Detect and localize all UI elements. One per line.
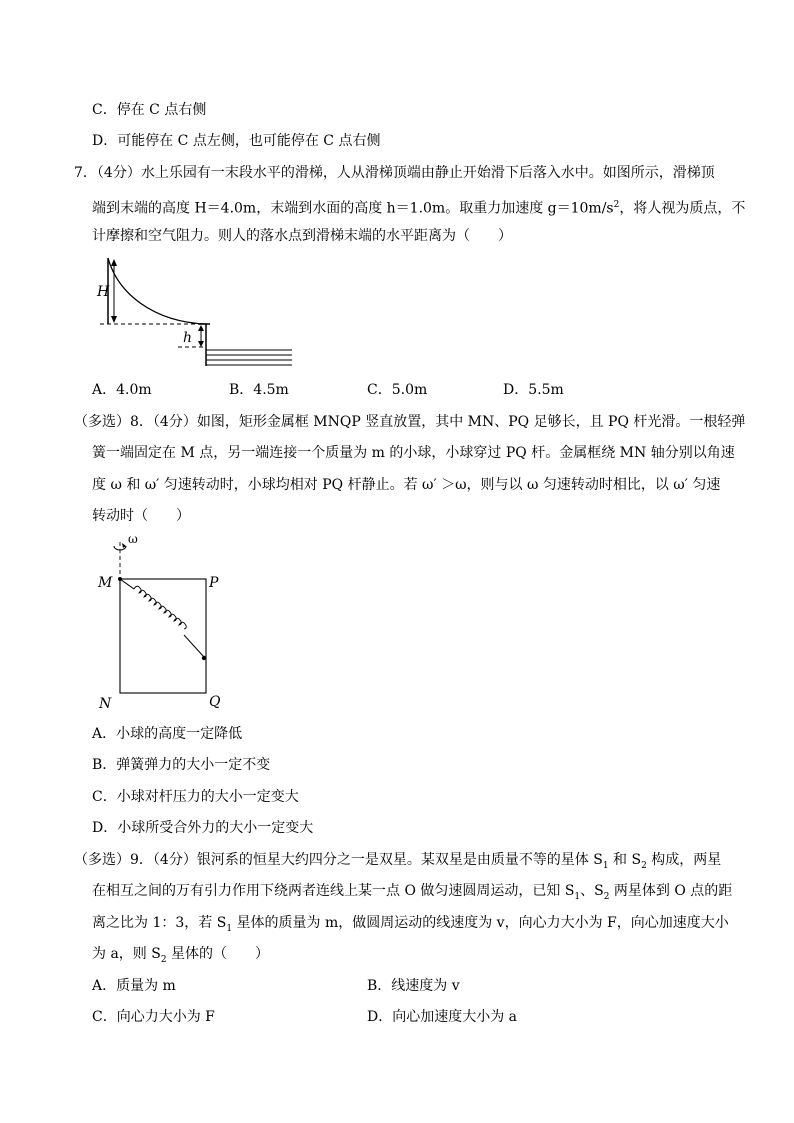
q8-stem-line3: 度 ω 和 ω′ 匀速转动时，小球均相对 PQ 杆静止。若 ω′ ＞ω，则与以 ω 匀速转动时相比，以 ω′ 匀速 [92, 477, 721, 493]
q7-option-b: B．4.5m [229, 382, 289, 398]
q9-stem-line1 [74, 850, 721, 876]
q7-h-arrow-head-up [198, 325, 204, 331]
q7-slide-figure [94, 254, 304, 374]
q9-sub: 1 [226, 923, 233, 934]
q7-stem-line2-tail: ，将人视为质点，不 [619, 200, 746, 217]
q8-label-N: N [99, 696, 112, 712]
q8-label-omega: ω [128, 532, 138, 546]
q8-option-d: D．小球所受合外力的大小一定变大 [92, 820, 314, 836]
q8-stem-line1: （多选）8．（4分）如图，矩形金属框 MNQP 竖直放置，其中 MN、PQ 足够长，且 PQ 杆光滑。一根轻弹 [74, 414, 746, 430]
q9-stem-line3-tail: 星体的质量为 m，做圆周运动的线速度为 v，向心力大小为 F，向心加速度大小 [232, 915, 729, 931]
q9-stem-line2-text: 在相互之间的万有引力作用下绕两者连线上某一点 O 做匀速圆周运动，已知 S [92, 883, 575, 899]
q9-option-a: A．质量为 m [92, 978, 176, 994]
q9-sub: 2 [603, 891, 610, 902]
q7-option-c: C．5.0m [367, 382, 428, 398]
q6-option-c: C．停在 C 点右侧 [92, 102, 207, 118]
q8-spring-lead [120, 579, 134, 589]
q9-stem-line3-text: 离之比为 1：3，若 S [92, 915, 227, 931]
q8-spring-coils [134, 586, 186, 629]
q6-option-d: D．可能停在 C 点左侧，也可能停在 C 点右侧 [92, 133, 381, 149]
q8-option-b: B．弹簧弹力的大小一定不变 [92, 757, 271, 773]
q8-label-P: P [209, 575, 219, 591]
q9-stem-line1-tail: 构成，两星 [646, 852, 722, 868]
q9-stem-line2-mid: 、S [580, 883, 604, 899]
q8-stem-line2: 簧一端固定在 M 点，另一端连接一个质量为 m 的小球，小球穿过 PQ 杆。金属框绕 MN 轴分别以角速 [92, 445, 735, 461]
q8-option-c: C．小球对杆压力的大小一定变大 [92, 789, 299, 805]
q9-sub: 2 [160, 954, 167, 965]
q9-stem-line1-text: （多选）9．（4分）银河系的恒星大约四分之一是双星。某双星是由质量不等的星体 S [74, 852, 603, 868]
q9-stem-line2 [92, 881, 732, 907]
q7-stem-line2 [92, 195, 745, 219]
q9-stem-line1-mid: 和 S [608, 852, 642, 868]
q7-h-arrow-head-down [198, 341, 204, 347]
q8-option-a: A．小球的高度一定降低 [92, 726, 243, 742]
q9-option-c: C．向心力大小为 F [92, 1009, 215, 1025]
q8-stem-line4: 转动时（ ） [92, 508, 190, 524]
q9-stem-line4-text: 为 a，则 S [92, 946, 161, 962]
q8-frame-figure [96, 532, 236, 712]
q7-stem-line1: 7．（4分）水上乐园有一末段水平的滑梯，人从滑梯顶端由静止开始滑下后落入水中。如图所示，滑梯顶 [74, 165, 715, 181]
q7-superscript: 2 [613, 200, 620, 210]
q8-metal-frame [120, 579, 206, 693]
q7-option-d: D．5.5m [503, 382, 564, 398]
q9-stem-line3 [92, 913, 729, 939]
q9-stem-line4-tail: 星体的（ ） [166, 946, 270, 962]
q9-option-d: D．向心加速度大小为 a [367, 1009, 518, 1025]
q7-H-arrow-head-up [111, 259, 117, 266]
q7-option-a: A．4.0m [92, 382, 152, 398]
q8-label-M: M [98, 575, 113, 591]
q9-option-b: B．线速度为 v [367, 978, 460, 994]
q8-spring-tail [184, 635, 204, 657]
q9-sub: 2 [641, 860, 647, 871]
q8-label-Q: Q [209, 694, 221, 710]
q8-ball [202, 656, 206, 660]
q7-stem-line3: 计摩擦和空气阻力。则人的落水点到滑梯末端的水平距离为（ ） [92, 228, 512, 244]
q7-label-h: h [183, 330, 193, 346]
q7-H-arrow-head-down [111, 316, 117, 323]
q9-stem-line2-tail: 两星体到 O 点的距 [609, 883, 733, 899]
q7-label-H: H [97, 284, 110, 300]
q7-slide-curve [108, 258, 206, 324]
q7-stem-line2-text: 端到末端的高度 H＝4.0m，末端到水面的高度 h＝1.0m。取重力加速度 g＝10m/s [92, 200, 614, 217]
q9-stem-line4 [92, 944, 269, 970]
q9-sub: 1 [574, 891, 581, 902]
q9-sub: 1 [602, 860, 609, 871]
